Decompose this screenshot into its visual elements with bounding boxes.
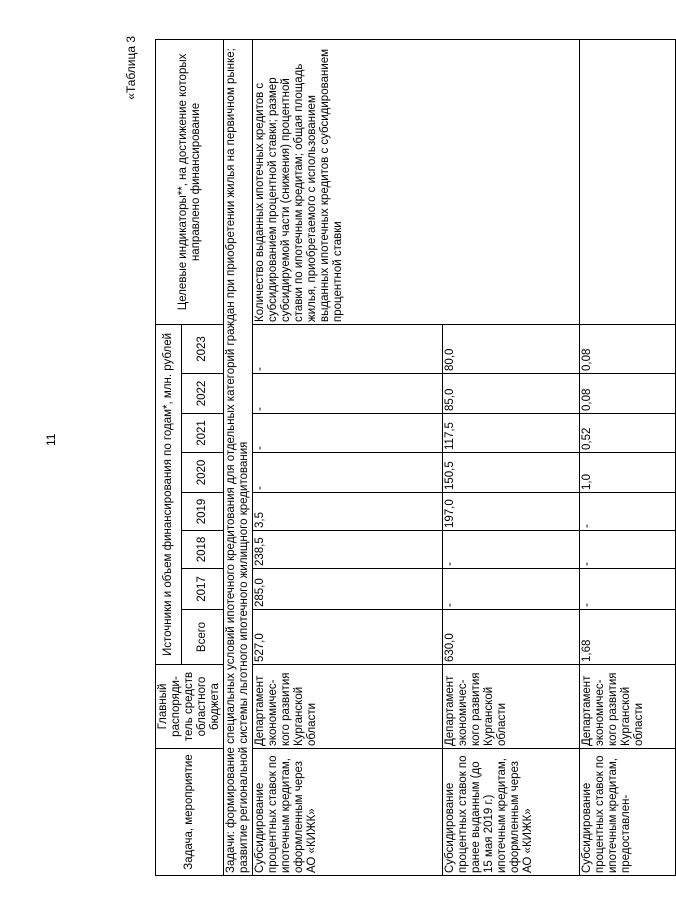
year-cell: 0,08 <box>580 324 676 373</box>
year-cell: - <box>443 569 580 610</box>
year-cell: 197,0 <box>443 493 580 531</box>
page-number: 11 <box>44 433 58 446</box>
year-cell: - <box>253 374 443 414</box>
funding-table <box>155 39 676 876</box>
header-year: 2017 <box>181 569 224 610</box>
year-cell: - <box>580 569 676 610</box>
header-total: Всего <box>181 610 224 665</box>
year-cell: 0,52 <box>580 414 676 453</box>
year-cell: - <box>253 453 443 493</box>
header-manager: Главный распоряди-тель средств областного бюджета <box>156 665 224 749</box>
year-cell: 150,5 <box>443 453 580 493</box>
header-funding: Источники и объем финансирования по годам*, млн. рублей <box>156 324 182 664</box>
year-cell: 85,0 <box>443 374 580 414</box>
header-row-1 <box>156 39 182 875</box>
year-cell: - <box>253 414 443 453</box>
measure-cell: Субсидирование процентных ставок по ипотечным кредитам, оформленным через АО «КИЖК» <box>253 749 443 876</box>
manager-cell: Департамент экономичес-кого развития Курганской области <box>580 665 676 749</box>
year-cell: 238,5 <box>253 531 443 569</box>
header-year: 2021 <box>181 414 224 453</box>
measure-cell: Субсидирование процентных ставок по ипотечным кредитам, предоставлен- <box>580 749 676 876</box>
measure-cell: Субсидирование процентных ставок по ранее выданным (до 15 мая 2019 г.) ипотечным кредитам, оформленным через АО «КИЖК» <box>443 749 580 876</box>
total-cell: 527,0 <box>253 610 443 665</box>
header-year: 2018 <box>181 531 224 569</box>
year-cell: 0,08 <box>580 374 676 414</box>
table-row <box>253 39 443 875</box>
year-cell: 3,5 <box>253 493 443 531</box>
header-year: 2020 <box>181 453 224 493</box>
manager-cell: Департамент экономичес-кого развития Курганской области <box>443 665 580 749</box>
year-cell: - <box>580 531 676 569</box>
manager-cell: Департамент экономичес-кого развития Курганской области <box>253 665 443 749</box>
header-year: 2022 <box>181 374 224 414</box>
header-year: 2019 <box>181 493 224 531</box>
year-cell: - <box>253 324 443 373</box>
year-cell: 117,5 <box>443 414 580 453</box>
header-year: 2023 <box>181 324 224 373</box>
table-row <box>580 39 676 875</box>
task-text: Задачи: формирование специальных условий ипотечного кредитования для отдельных категорий граждан при приобретении жилья на первичном рынке; развитие региональной системы льготного ипотечного жилищного кредитования <box>224 39 253 875</box>
table-label: «Таблица 3 <box>124 36 138 100</box>
indicators-cell: Количество выданных ипотечных кредитов с субсидированием процентной ставки; размер субсидируемой части (снижения) процентной ставки по ипотечным кредитам; общая площадь жилья, приобретаемого с использованием выданных ипотечных кредитов с субсидированием процентной ставки <box>253 39 580 324</box>
year-cell: 1,0 <box>580 453 676 493</box>
total-cell: 1,68 <box>580 610 676 665</box>
header-indicators: Целевые индикаторы**, на достижение которых направлено финансирование <box>156 39 224 324</box>
total-cell: 630,0 <box>443 610 580 665</box>
header-task: Задача, мероприятие <box>156 749 224 876</box>
year-cell: 285,0 <box>253 569 443 610</box>
year-cell: - <box>580 493 676 531</box>
year-cell: - <box>443 531 580 569</box>
year-cell: 80,0 <box>443 324 580 373</box>
indicators-cell <box>580 39 676 324</box>
task-row <box>224 39 253 875</box>
rotated-table-page <box>124 36 645 876</box>
